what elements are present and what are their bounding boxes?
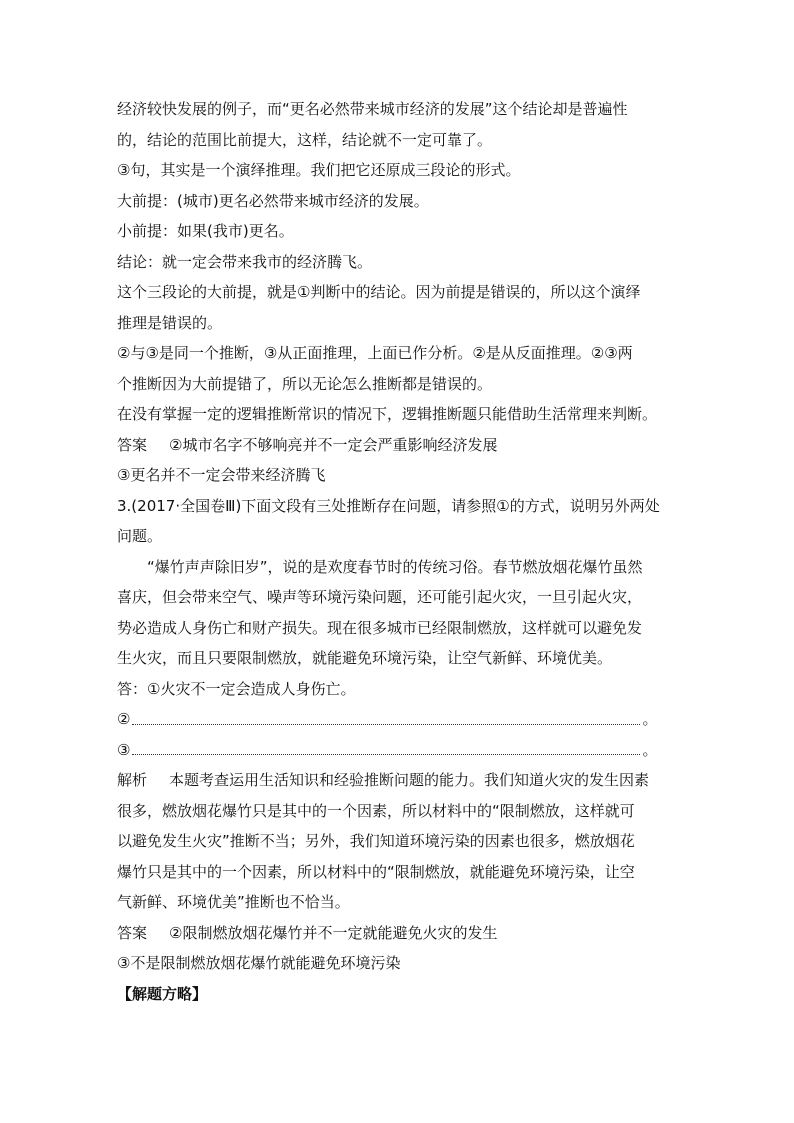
analysis-line-1 <box>117 765 691 796</box>
analysis-line: 很多，燃放烟花爆竹只是其中的一个因素，所以材料中的“限制燃放，这样就可 <box>117 801 635 820</box>
body-line: 推理是错误的。 <box>117 313 223 332</box>
passage-line: “爆竹声声除旧岁”，说的是欢度春节时的传统习俗。春节燃放烟花爆竹虽然 <box>147 557 643 576</box>
response-line: 答：①火灾不一定会造成人身伤亡。 <box>117 679 356 698</box>
body-line: 大前提：(城市)更名必然带来城市经济的发展。 <box>117 191 429 210</box>
answer-line-1 <box>117 918 691 949</box>
method-heading: 【解题方略】 <box>117 984 208 1003</box>
body-line: 的，结论的范围比前提大，这样，结论就不一定可靠了。 <box>117 130 493 149</box>
body-line: 个推断因为大前提错了，所以无论怎么推断都是错误的。 <box>117 374 493 393</box>
blank-number: ② <box>117 710 131 728</box>
answer-line-1 <box>117 430 691 461</box>
body-line: 小前提：如果(我市)更名。 <box>117 222 294 240</box>
answer-blank-line[interactable] <box>132 754 640 755</box>
analysis-text: 本题考查运用生活知识和经验推断问题的能力。我们知道火灾的发生因素 <box>169 771 650 789</box>
response-blank-2[interactable] <box>117 704 691 735</box>
response-blank-3[interactable] <box>117 735 691 766</box>
analysis-label: 解析 <box>117 771 148 789</box>
answer-label: 答案 <box>117 923 148 942</box>
analysis-line: 气新鲜、环境优美”推断也不恰当。 <box>117 893 350 911</box>
body-line: 在没有掌握一定的逻辑推断常识的情况下，逻辑推断题只能借助生活常理来判断。 <box>117 405 658 423</box>
question-line: 问题。 <box>117 527 163 545</box>
body-line: ③句，其实是一个演绎推理。我们把它还原成三段论的形式。 <box>117 161 521 179</box>
answer-text: ②限制燃放烟花爆竹并不一定就能避免火灾的发生 <box>169 923 498 942</box>
passage-line: 生火灾，而且只要限制燃放，就能避免环境污染，让空气新鲜、环境优美。 <box>117 649 613 667</box>
passage-line: 势必造成人身伤亡和财产损失。现在很多城市已经限制燃放，这样就可以避免发 <box>117 618 643 637</box>
answer-blank-line[interactable] <box>132 724 640 725</box>
document-body <box>117 94 691 1009</box>
answer-line-2: ③不是限制燃放烟花爆竹就能避免环境污染 <box>117 954 401 972</box>
blank-number: ③ <box>117 740 131 759</box>
answer-line-2: ③更名并不一定会带来经济腾飞 <box>117 466 326 484</box>
answer-label: 答案 <box>117 435 148 454</box>
blank-period: 。 <box>642 740 658 759</box>
answer-text: ②城市名字不够响亮并不一定会严重影响经济发展 <box>169 435 498 454</box>
body-line: 经济较快发展的例子，而“更名必然带来城市经济的发展”这个结论却是普遍性 <box>117 100 628 118</box>
body-line: ②与③是同一个推断，③从正面推理，上面已作分析。②是从反面推理。②③两 <box>117 344 633 362</box>
passage-line: 喜庆，但会带来空气、噪声等环境污染问题，还可能引起火灾，一旦引起火灾， <box>117 588 643 606</box>
body-line: 这个三段论的大前提，就是①判断中的结论。因为前提是错误的，所以这个演绎 <box>117 283 641 301</box>
question-line: 3.(2017·全国卷Ⅲ)下面文段有三处推断存在问题，请参照①的方式，说明另外两处 <box>117 496 660 515</box>
body-line: 结论：就一定会带来我市的经济腾飞。 <box>117 252 373 271</box>
blank-period: 。 <box>642 710 658 728</box>
analysis-line: 以避免发生火灾”推断不当；另外，我们知道环境污染的因素也很多，燃放烟花 <box>117 832 635 850</box>
analysis-line: 爆竹只是其中的一个因素，所以材料中的“限制燃放，就能避免环境污染，让空 <box>117 862 635 881</box>
